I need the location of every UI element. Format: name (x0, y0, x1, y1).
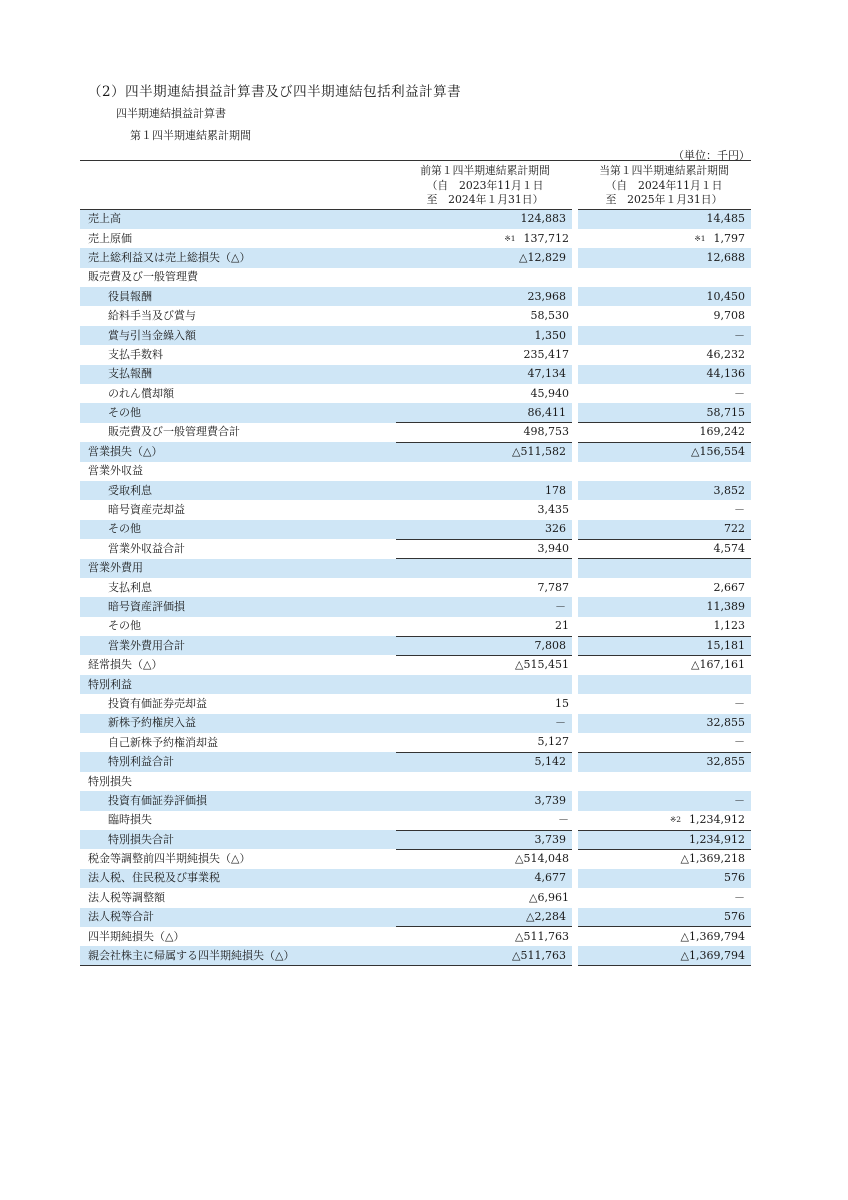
amount: △511,763 (515, 929, 569, 943)
prev-period-value (396, 229, 575, 248)
column-header-prev-to: 至 2024年１月31日） (426, 193, 544, 206)
row-label: 法人税等合計 (80, 908, 396, 927)
row-label: 売上高 (80, 210, 396, 229)
amount: △167,161 (691, 658, 745, 672)
curr-period-value (575, 365, 751, 384)
curr-period-value (575, 384, 751, 403)
prev-period-value (396, 791, 575, 810)
table-row (80, 345, 751, 364)
prev-period-value (396, 539, 575, 558)
prev-period-value (396, 830, 575, 849)
curr-period-value (575, 733, 751, 752)
table-row (80, 908, 751, 927)
statement-subtitle: 四半期連結損益計算書 (116, 107, 226, 120)
curr-period-value (575, 869, 751, 888)
prev-period-value (396, 675, 575, 694)
table-row (80, 539, 751, 558)
amount: 15,181 (706, 638, 745, 652)
column-header-prev (396, 164, 574, 208)
curr-period-value (575, 248, 751, 267)
curr-period-value (575, 791, 751, 810)
table-row (80, 791, 751, 810)
prev-period-value (396, 694, 575, 713)
table-row (80, 714, 751, 733)
table-row (80, 306, 751, 325)
column-header-curr-to: 至 2025年１月31日） (605, 193, 723, 206)
row-label: 支払報酬 (80, 365, 396, 384)
prev-period-value (396, 578, 575, 597)
amount: 44,136 (706, 367, 745, 381)
amount: 1,350 (534, 328, 566, 342)
curr-period-value (575, 520, 751, 539)
prev-period-value (396, 287, 575, 306)
amount: 23,968 (527, 289, 566, 303)
amount: 1,123 (713, 619, 745, 633)
amount: 576 (724, 910, 745, 923)
curr-period-value (575, 210, 751, 229)
amount: 498,753 (523, 425, 569, 439)
amount: △514,048 (515, 852, 569, 866)
curr-period-value (575, 655, 751, 674)
prev-period-value (396, 908, 575, 927)
table-row (80, 927, 751, 946)
table-row (80, 869, 751, 888)
curr-period-value (575, 229, 751, 248)
prev-period-value (396, 384, 575, 403)
table-row (80, 442, 751, 461)
amount: 14,485 (706, 212, 745, 226)
row-label: 売上総利益又は売上総損失（△） (80, 248, 396, 267)
curr-period-value (575, 500, 751, 519)
amount: 12,688 (706, 250, 745, 264)
prev-period-value (396, 365, 575, 384)
amount: 2,667 (713, 580, 745, 594)
amount: 3,435 (537, 503, 569, 517)
table-row (80, 326, 751, 345)
prev-period-value (396, 306, 575, 325)
prev-period-value (396, 403, 575, 422)
table-row (80, 287, 751, 306)
amount: 58,715 (706, 405, 745, 419)
table-row (80, 655, 751, 674)
row-label: 新株予約権戻入益 (80, 714, 396, 733)
prev-period-value (396, 714, 575, 733)
prev-period-value (396, 617, 575, 636)
prev-period-value (396, 927, 575, 946)
table-row (80, 423, 751, 442)
row-label: 特別利益合計 (80, 752, 396, 771)
amount: － (734, 328, 745, 342)
footnote-marker: ※2 (669, 815, 682, 825)
row-label: のれん償却額 (108, 386, 174, 400)
curr-period-value (575, 694, 751, 713)
curr-period-value (575, 849, 751, 868)
table-row (80, 597, 751, 616)
row-label: 特別利益 (80, 675, 396, 694)
amount: △515,451 (515, 658, 569, 672)
row-label: 販売費及び一般管理費合計 (108, 425, 240, 439)
row-label: 支払利息 (108, 580, 152, 594)
amount: － (734, 890, 745, 904)
prev-period-value (396, 423, 575, 442)
row-label: 投資有価証券売却益 (108, 696, 207, 710)
amount: － (555, 716, 566, 730)
row-label: 営業外収益 (88, 464, 143, 478)
curr-period-value (575, 423, 751, 442)
table-row (80, 849, 751, 868)
table-row (80, 520, 751, 539)
curr-period-value (575, 578, 751, 597)
curr-period-value (575, 597, 751, 616)
amount: 46,232 (706, 347, 745, 361)
amount: 5,127 (537, 735, 569, 749)
curr-period-value (575, 714, 751, 733)
prev-period-value (396, 733, 575, 752)
amount: 722 (724, 522, 745, 536)
curr-period-value (575, 888, 751, 907)
table-row (80, 500, 751, 519)
prev-period-value (396, 655, 575, 674)
row-label: その他 (108, 619, 141, 633)
row-label: 営業外収益合計 (108, 541, 185, 555)
curr-period-value (575, 772, 751, 791)
row-label: 営業損失（△） (80, 442, 396, 461)
row-label: 臨時損失 (108, 813, 152, 827)
row-label: その他 (80, 520, 396, 539)
amount: 137,712 (523, 231, 569, 245)
amount: △12,829 (519, 250, 566, 264)
amount: 47,134 (527, 367, 566, 381)
table-row (80, 481, 751, 500)
amount: 45,940 (530, 386, 569, 400)
table-row (80, 365, 751, 384)
prev-period-value (396, 442, 575, 461)
curr-period-value (575, 811, 751, 830)
row-label: 支払手数料 (108, 347, 163, 361)
amount: △2,284 (526, 910, 566, 923)
curr-period-value (575, 946, 751, 965)
table-row (80, 229, 751, 248)
amount: 58,530 (530, 309, 569, 323)
amount: － (734, 735, 745, 749)
amount: 1,797 (713, 231, 745, 245)
amount: － (558, 813, 569, 827)
table-row (80, 675, 751, 694)
prev-period-value (396, 210, 575, 229)
table-row (80, 617, 751, 636)
table-row (80, 559, 751, 578)
prev-period-value (396, 481, 575, 500)
amount: 3,739 (534, 793, 566, 807)
prev-period-value (396, 636, 575, 655)
prev-period-value (396, 462, 575, 481)
table-row (80, 248, 751, 267)
table-row (80, 636, 751, 655)
footnote-marker: ※1 (504, 233, 516, 243)
income-statement-table (80, 209, 751, 966)
row-label: 営業外費用合計 (80, 636, 396, 655)
curr-period-value (575, 752, 751, 771)
curr-period-value (575, 675, 751, 694)
table-row (80, 830, 751, 849)
curr-period-value (575, 462, 751, 481)
curr-period-value (575, 403, 751, 422)
table-row (80, 210, 751, 229)
curr-period-value (575, 559, 751, 578)
curr-period-value (575, 306, 751, 325)
prev-period-value (396, 520, 575, 539)
table-row (80, 268, 751, 287)
table-row (80, 811, 751, 830)
row-label: 役員報酬 (80, 287, 396, 306)
column-header-prev-title: 前第１四半期連結累計期間 (420, 164, 550, 177)
prev-period-value (396, 772, 575, 791)
curr-period-value (575, 908, 751, 927)
table-row (80, 384, 751, 403)
amount: △511,763 (512, 948, 566, 962)
amount: 5,142 (534, 755, 566, 769)
prev-period-value (396, 752, 575, 771)
amount: － (734, 386, 745, 400)
row-label: 営業外費用 (80, 559, 396, 578)
amount: 4,677 (534, 871, 566, 885)
table-row (80, 403, 751, 422)
section-title: （2）四半期連結損益計算書及び四半期連結包括利益計算書 (88, 84, 462, 100)
amount: △6,961 (529, 890, 569, 904)
prev-period-value (396, 248, 575, 267)
prev-period-value (396, 597, 575, 616)
amount: 9,708 (713, 309, 745, 323)
amount: 576 (724, 871, 745, 885)
column-header-curr (575, 164, 753, 208)
amount: 3,852 (713, 483, 745, 497)
amount: － (734, 696, 745, 710)
table-row (80, 578, 751, 597)
column-header-prev-from: （自 2023年11月１日 (426, 178, 544, 192)
curr-period-value (575, 927, 751, 946)
curr-period-value (575, 617, 751, 636)
amount: 21 (555, 619, 569, 633)
row-label: 投資有価証券評価損 (80, 791, 396, 810)
row-label: その他 (80, 403, 396, 422)
amount: △1,369,794 (680, 948, 745, 962)
curr-period-value (575, 442, 751, 461)
curr-period-value (575, 636, 751, 655)
amount: － (734, 503, 745, 517)
row-label: 特別損失 (88, 774, 132, 788)
prev-period-value (396, 811, 575, 830)
row-label: 受取利息 (80, 481, 396, 500)
amount: 235,417 (523, 347, 569, 361)
column-header-curr-from: （自 2024年11月１日 (605, 178, 723, 192)
curr-period-value (575, 268, 751, 287)
amount: 178 (545, 483, 566, 497)
amount: 3,940 (537, 541, 569, 555)
row-label: 税金等調整前四半期純損失（△） (88, 852, 251, 866)
amount: 15 (555, 696, 569, 710)
row-label: 暗号資産売却益 (108, 503, 185, 517)
row-label: 経常損失（△） (88, 658, 163, 672)
row-label: 法人税、住民税及び事業税 (80, 869, 396, 888)
amount: △1,369,218 (680, 852, 745, 866)
amount: 7,787 (537, 580, 569, 594)
unit-label: （単位：千円） (673, 149, 750, 162)
curr-period-value (575, 326, 751, 345)
amount: 1,234,912 (689, 832, 745, 846)
prev-period-value (396, 345, 575, 364)
amount: 10,450 (706, 289, 745, 303)
column-header (80, 160, 751, 209)
row-label: 特別損失合計 (80, 830, 396, 849)
amount: △1,369,794 (680, 929, 745, 943)
amount: 32,855 (706, 716, 745, 730)
amount: △511,582 (512, 445, 566, 459)
row-label: 四半期純損失（△） (88, 929, 185, 943)
row-label: 賞与引当金繰入額 (80, 326, 396, 345)
amount: 1,234,912 (689, 813, 745, 827)
column-header-curr-title: 当第１四半期連結累計期間 (599, 164, 729, 177)
amount: － (734, 793, 745, 807)
prev-period-value (396, 326, 575, 345)
amount: 169,242 (699, 425, 745, 439)
prev-period-value (396, 849, 575, 868)
curr-period-value (575, 481, 751, 500)
curr-period-value (575, 287, 751, 306)
amount: 3,739 (534, 832, 566, 846)
table-row (80, 946, 751, 965)
prev-period-value (396, 946, 575, 965)
amount: △156,554 (691, 445, 745, 459)
table-row (80, 733, 751, 752)
prev-period-value (396, 268, 575, 287)
period-title: 第１四半期連結累計期間 (130, 129, 251, 142)
table-row (80, 888, 751, 907)
amount: － (555, 600, 566, 613)
table-row (80, 772, 751, 791)
amount: 4,574 (713, 541, 745, 555)
curr-period-value (575, 830, 751, 849)
row-label: 法人税等調整額 (88, 890, 165, 904)
amount: 7,808 (534, 638, 566, 652)
prev-period-value (396, 869, 575, 888)
row-label: 給料手当及び賞与 (108, 309, 196, 323)
row-label: 販売費及び一般管理費 (88, 270, 198, 284)
amount: 326 (545, 522, 566, 536)
amount: 11,389 (706, 600, 745, 613)
table-row (80, 752, 751, 771)
curr-period-value (575, 345, 751, 364)
prev-period-value (396, 888, 575, 907)
table-row (80, 462, 751, 481)
amount: 124,883 (520, 212, 566, 226)
footnote-marker: ※1 (694, 233, 706, 243)
curr-period-value (575, 539, 751, 558)
row-label: 暗号資産評価損 (80, 597, 396, 616)
prev-period-value (396, 559, 575, 578)
row-label: 親会社株主に帰属する四半期純損失（△） (80, 946, 396, 965)
amount: 32,855 (706, 755, 745, 769)
row-label: 自己新株予約権消却益 (108, 735, 218, 749)
row-label: 売上原価 (88, 231, 132, 245)
table-row (80, 694, 751, 713)
amount: 86,411 (527, 405, 566, 419)
prev-period-value (396, 500, 575, 519)
